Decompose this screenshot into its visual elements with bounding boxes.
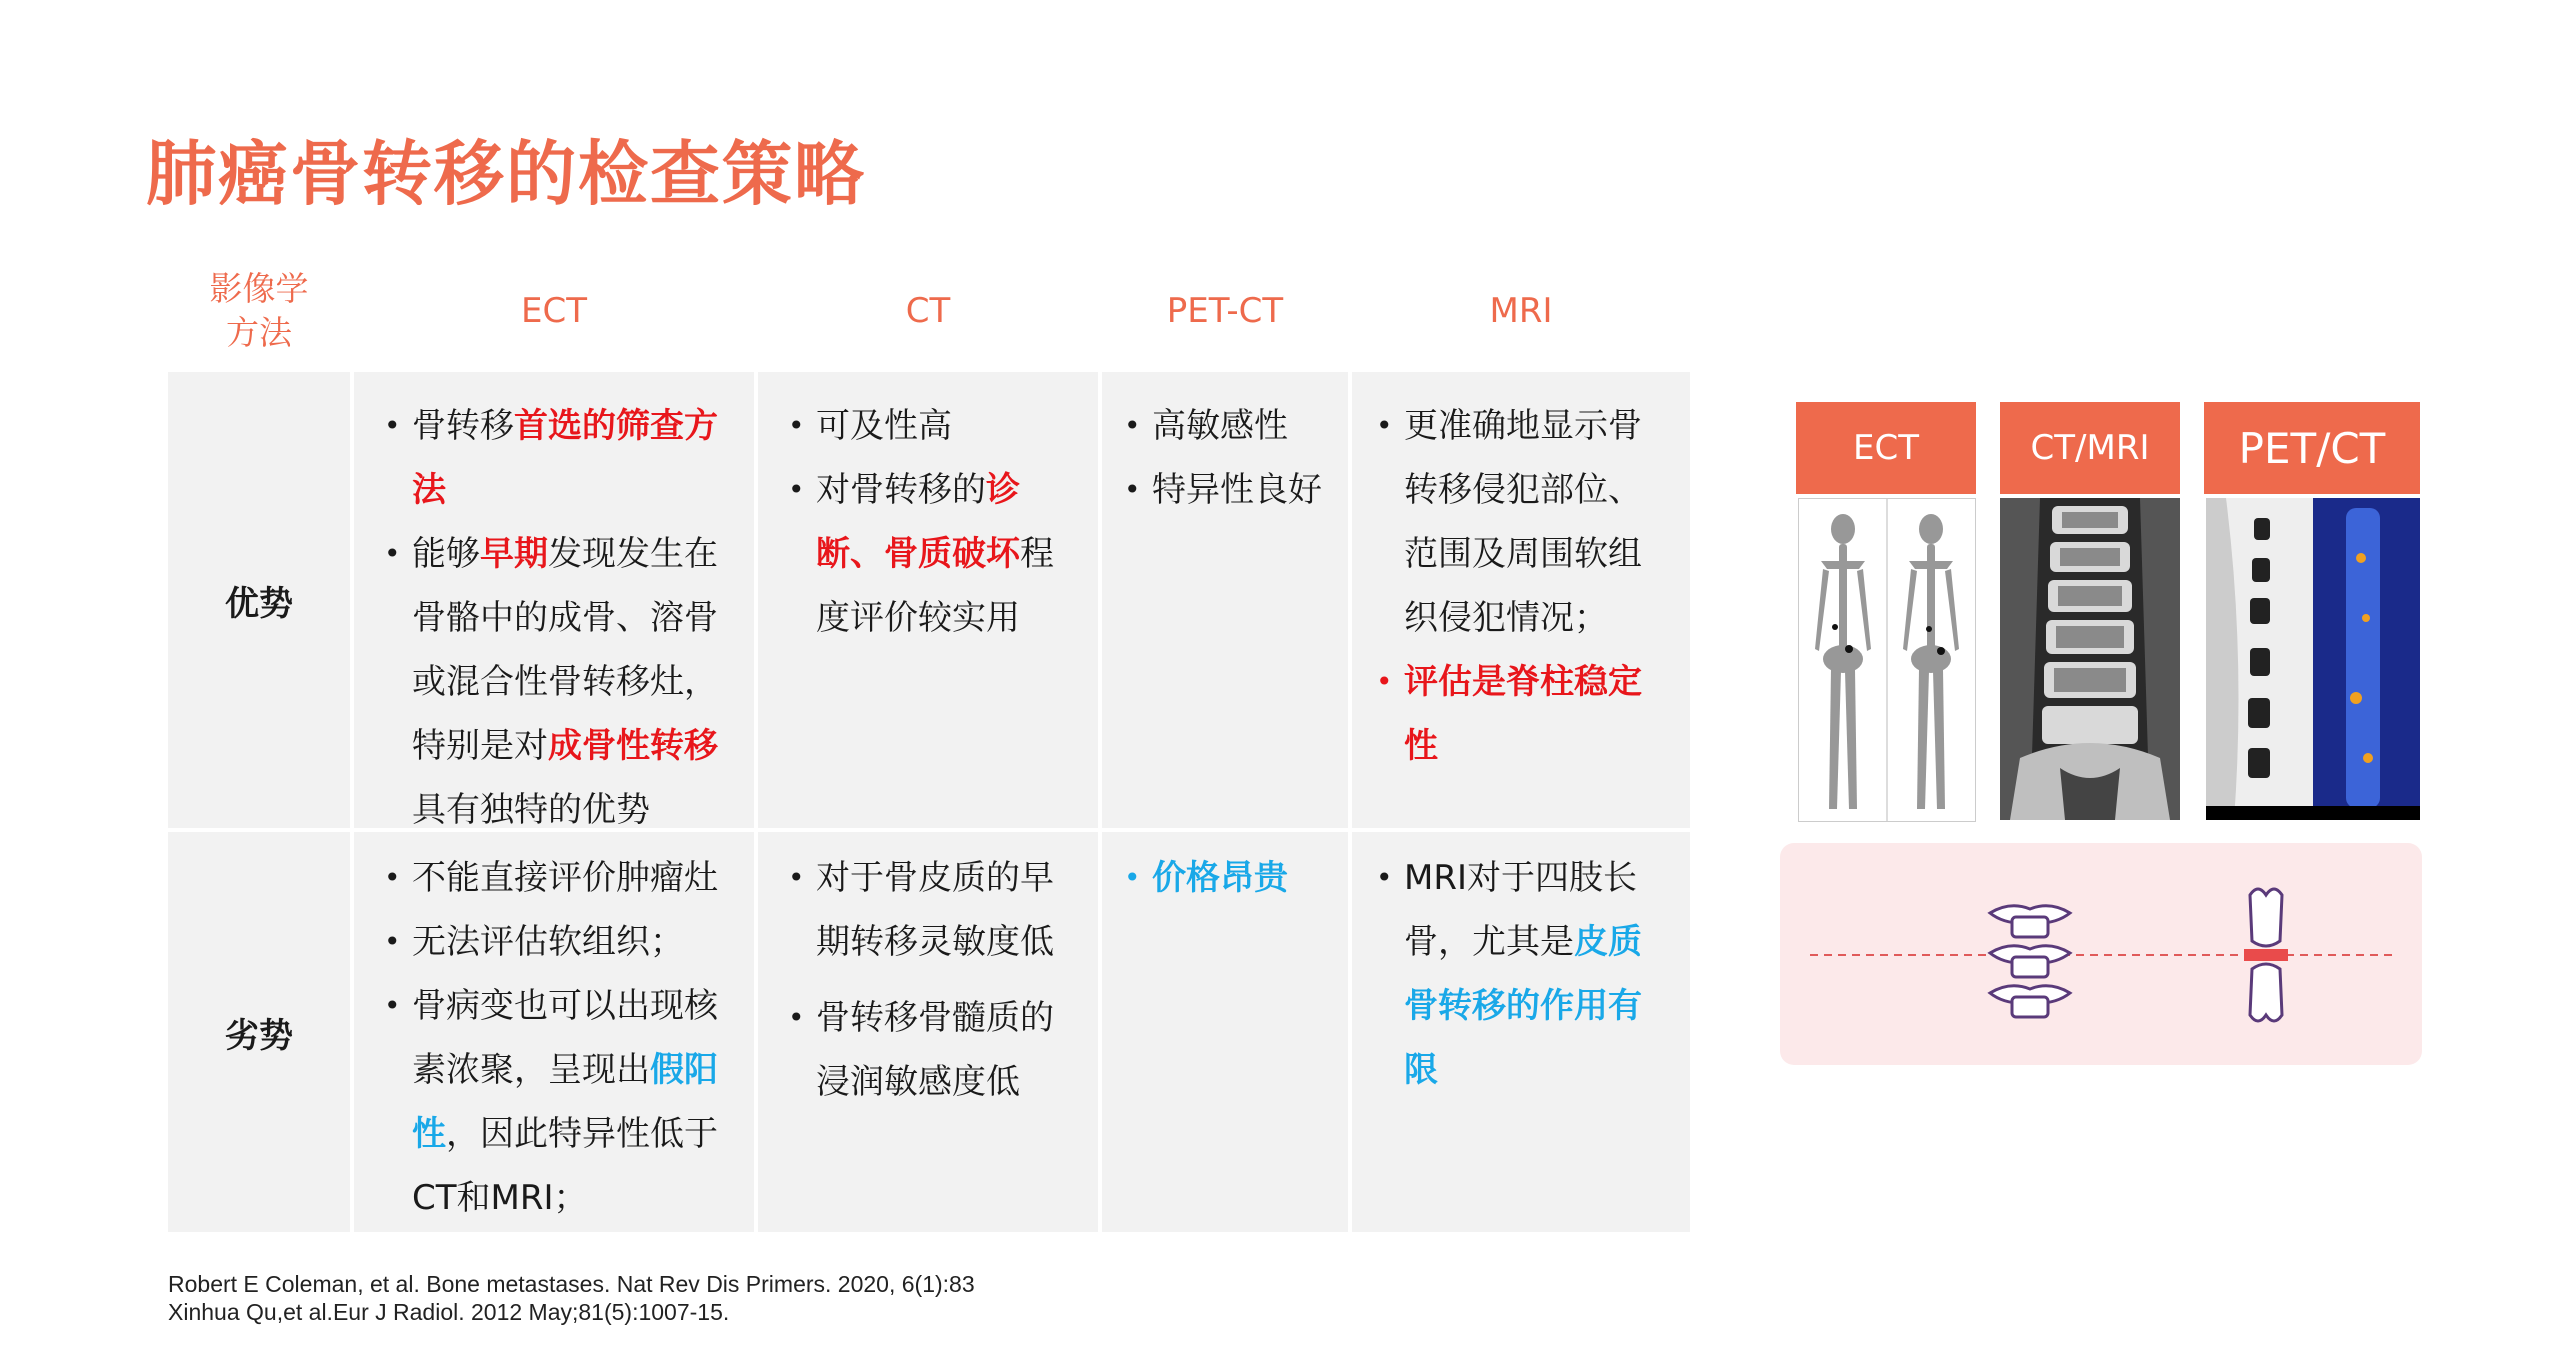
advantage-petct-cell xyxy=(1102,372,1348,828)
header-mri: MRI xyxy=(1489,291,1553,331)
list-item: • 无法评估软组织； xyxy=(384,910,734,974)
ect-bone-scan-image xyxy=(1798,498,1976,822)
petct-image xyxy=(2206,498,2420,820)
petct-image-label: PET/CT xyxy=(2204,402,2420,494)
list-item: • 高敏感性 xyxy=(1124,394,1342,458)
header-method-line1: 影像学 xyxy=(209,269,309,308)
disadvantage-mri-list xyxy=(1352,832,1690,1102)
list-item: • 可及性高 xyxy=(788,394,1078,458)
disadvantage-mri-cell xyxy=(1352,832,1690,1232)
disadvantage-petct-list xyxy=(1102,832,1348,910)
advantage-label: 优势 xyxy=(168,372,350,828)
list-item: • 骨转移首选的筛查方法 xyxy=(384,394,734,522)
disadvantage-ct-cell xyxy=(758,832,1098,1232)
list-item: • 骨转移骨髓质的浸润敏感度低 xyxy=(788,986,1078,1114)
header-petct: PET-CT xyxy=(1166,291,1284,331)
header-ct: CT xyxy=(905,291,951,331)
ct-spine-image xyxy=(2000,498,2180,820)
header-method xyxy=(168,255,350,367)
disadvantage-ect-list xyxy=(354,832,754,1230)
disadvantage-petct-cell xyxy=(1102,832,1348,1232)
bone-illustration-panel xyxy=(1780,843,2422,1065)
list-item: • 对于骨皮质的早期转移灵敏度低 xyxy=(788,846,1078,974)
disadvantage-row xyxy=(168,832,1690,1232)
ctmri-image-label: CT/MRI xyxy=(2000,402,2180,494)
header-method-line2: 方法 xyxy=(226,313,292,352)
list-item: • MRI对于四肢长骨，尤其是皮质骨转移的作用有限 xyxy=(1376,846,1674,1102)
disadvantage-label: 劣势 xyxy=(168,832,350,1232)
list-item: • 对骨转移的诊断、骨质破坏程度评价较实用 xyxy=(788,458,1078,650)
list-item: • 价格昂贵 xyxy=(1124,846,1328,910)
vertebrae-icon xyxy=(1990,906,2070,1017)
advantage-ct-list xyxy=(758,372,1098,650)
page-title: 肺癌骨转移的检查策略 xyxy=(146,133,866,215)
list-item: • 骨病变也可以出现核素浓聚，呈现出假阳性，因此特异性低于CT和MRI； xyxy=(384,974,734,1230)
reference-1: Robert E Coleman, et al. Bone metastases. Nat Rev Dis Primers. 2020, 6(1):83 xyxy=(168,1271,975,1297)
advantage-ct-cell xyxy=(758,372,1098,828)
list-item: • 评估是脊柱稳定性 xyxy=(1376,650,1674,778)
advantage-petct-list xyxy=(1102,372,1348,522)
references xyxy=(168,1270,975,1326)
disadvantage-ect-cell xyxy=(354,832,754,1232)
advantage-mri-cell xyxy=(1352,372,1690,828)
list-item: • 特异性良好 xyxy=(1124,458,1342,522)
header-ect: ECT xyxy=(521,291,587,331)
list-item: • 更准确地显示骨转移侵犯部位、范围及周围软组织侵犯情况； xyxy=(1376,394,1674,650)
list-item: • 不能直接评价肿瘤灶 xyxy=(384,846,734,910)
advantage-row xyxy=(168,372,1690,828)
ect-image-label: ECT xyxy=(1796,402,1976,494)
advantage-ect-cell xyxy=(354,372,754,828)
list-item: • 能够早期发现发生在骨骼中的成骨、溶骨或混合性骨转移灶，特别是对成骨性转移具有独特的优势 xyxy=(384,522,734,842)
advantage-mri-list xyxy=(1352,372,1690,778)
disadvantage-ct-list xyxy=(758,832,1098,1114)
advantage-ect-list xyxy=(354,372,754,842)
reference-2: Xinhua Qu,et al.Eur J Radiol. 2012 May;81(5):1007-15. xyxy=(168,1299,730,1325)
